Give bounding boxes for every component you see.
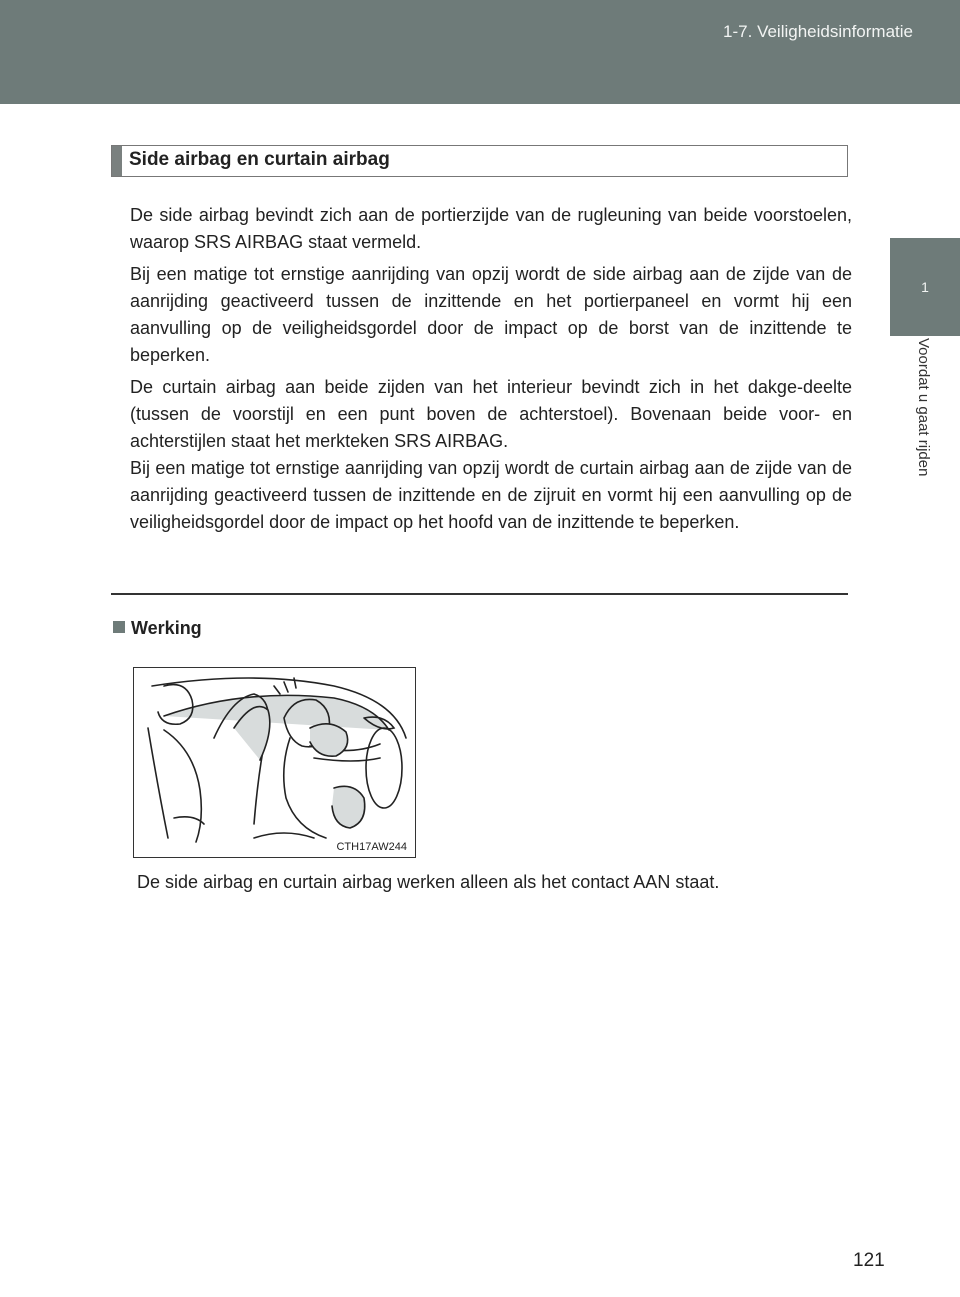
paragraph: De side airbag bevindt zich aan de portierzijde van de rugleuning van beide voorstoelen, waarop SRS AIRBAG staat vermeld.	[130, 205, 852, 252]
heading-accent-bar	[112, 146, 122, 176]
section-label: 1-7. Veiligheidsinformatie	[723, 22, 913, 41]
chapter-tab	[888, 338, 958, 538]
chapter-tab-number: 1	[890, 238, 960, 336]
figure-code: CTH17AW244	[336, 841, 407, 853]
section-heading-box	[111, 145, 848, 177]
subheading-text: Werking	[131, 618, 202, 638]
airbag-drawing	[134, 668, 415, 857]
page-number: 121	[853, 1250, 885, 1271]
paragraph: Bij een matige tot ernstige aanrijding van opzij wordt de curtain airbag aan de zijde van de aanrijding geactiveerd tussen de inzittende en de zijruit en vormt hij een aanvulling op de veiligheidsgordel door de impact op het hoofd van de inzittende te beperken.	[130, 458, 852, 532]
airbag-illustration	[133, 667, 416, 858]
paragraph: Bij een matige tot ernstige aanrijding van opzij wordt de side airbag aan de zijde van de aanrijding geactiveerd tussen de inzittende en het portierpaneel en vormt hij een aanvulling op de veiligheidsgordel door de impact op de borst van de inzittende te beperken.	[130, 264, 852, 365]
subheading	[113, 618, 202, 639]
chapter-tab-label: Voordat u gaat rijden	[915, 338, 932, 477]
section-heading: Side airbag en curtain airbag	[129, 149, 390, 170]
caption: De side airbag en curtain airbag werken alleen als het contact AAN staat.	[137, 872, 720, 892]
square-bullet-icon	[113, 621, 125, 633]
divider	[111, 593, 848, 595]
paragraph: De curtain airbag aan beide zijden van het interieur bevindt zich in het dakge-deelte (tussen de voorstijl en een punt boven de achterstoel). Bovenaan beide voor- en achterstijlen staat het merkteken SRS AIRBAG.	[130, 377, 852, 451]
header-bar	[0, 0, 960, 104]
